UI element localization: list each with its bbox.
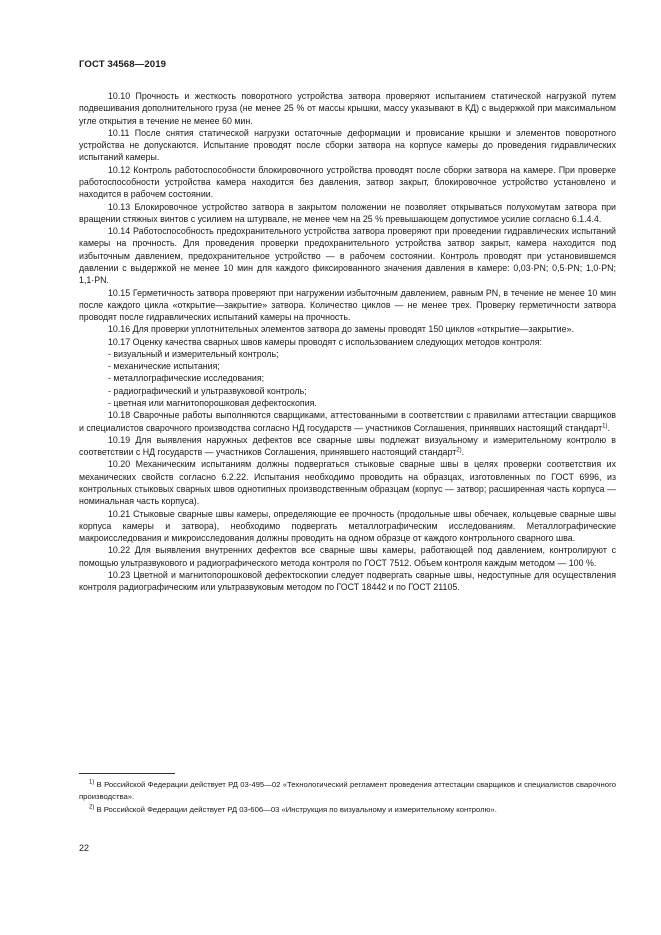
footnote-1 (79, 779, 616, 802)
list-item: - радиографический и ультразвуковой контроль; (79, 385, 616, 397)
clause-10-18-end: . (607, 422, 610, 433)
clause-10-20: 10.20 Механическим испытаниям должны подвергаться стыковые сварные швы в целях проверки соответствия их механических свойств согласно 6.2.22. Испытания необходимо проводить на образцах, изготовленных по ГОСТ 6996, из контрольных стыковых сварных швов однотипных производственным образцам (корпус — затвор; расширенная часть корпуса — номинальная часть корпуса). (79, 459, 616, 507)
clause-10-11: 10.11 После снятия статической нагрузки остаточные деформации и провисание крышки и элементов поворотного устройства не допускаются. Испытание проводят после сборки затвора на корпусе камеры до проведения гидравлических испытаний камеры. (79, 127, 616, 163)
clause-10-14: 10.14 Работоспособность предохранительного устройства затвора проверяют при проведении гидравлических испытаний камеры на прочность. Для проведения проверки предохранительного устройства затвор закрыт, камера находится под избыточным давлением, предохранительное устройство — в рабочем состоянии. Контроль проводят при установившемся давлении с выдержкой не менее 10 мин для каждого фиксированного значения давления в камере: 0,03·PN; 0,5·PN; 1,0·PN; 1,1·PN. (79, 226, 616, 286)
clause-10-15: 10.15 Герметичность затвора проверяют при нагружении избыточным давлением, равным PN, в течение не менее 10 мин после каждого цикла «открытие—закрытие» затвора. Количество циклов — не менее трех. Проверку герметичности затвора проводят после гидравлических испытаний камеры на прочность. (79, 287, 616, 323)
footnote-ref-2: 2) (456, 447, 462, 454)
clause-10-19-text: 10.19 Для выявления наружных дефектов все сварные швы подлежат визуальному и измерительному контролю в соответствии с НД государств — участников Соглашения, принявшего настоящий стандарт (79, 434, 616, 458)
document-header: ГОСТ 34568—2019 (79, 59, 167, 70)
footnotes (79, 779, 616, 818)
body-text (79, 90, 616, 594)
list-item: - металлографические исследования; (79, 372, 616, 384)
control-methods-list (79, 348, 616, 409)
clause-10-23: 10.23 Цветной и магнитопорошковой дефектоскопии следует подвергать сварные швы, недоступные для осуществления контроля радиографическим или ультразвуковым методом по ГОСТ 18442 и по ГОСТ 21105. (79, 569, 616, 593)
clause-10-17: 10.17 Оценку качества сварных швов камеры проводят с использованием следующих методов контроля: (108, 336, 542, 347)
footnote-text-1: В Российской Федерации действует РД 03-495—02 «Технологический регламент проведения аттестации сварщиков и специалистов сварочного производства». (79, 780, 616, 801)
footnote-mark-1: 1) (89, 779, 95, 786)
clause-10-18-text: 10.18 Сварочные работы выполняются сварщиками, аттестованными в соответствии с правилами аттестации сварщиков и специалистов сварочного производства согласно НД государств — участников Соглашения, принявших настоящий стандарт (79, 410, 616, 433)
footnote-mark-2: 2) (89, 804, 95, 811)
clause-10-12: 10.12 Контроль работоспособности блокировочного устройства проводят после сборки затвора на камере. При проверке работоспособности устройства камера находится без давления, затвор закрыт, блокировочное устройство установлено и находится в рабочем состоянии. (79, 164, 616, 200)
list-item: - цветная или магнитопорошковая дефектоскопия. (79, 397, 616, 409)
list-item: - механические испытания; (79, 360, 616, 372)
list-item: - визуальный и измерительный контроль; (79, 348, 616, 360)
clause-10-19-end: . (461, 447, 465, 458)
clause-10-19 (79, 434, 616, 459)
footnote-divider (79, 773, 175, 774)
page-number: 22 (79, 843, 90, 853)
clause-10-10: 10.10 Прочность и жесткость поворотного устройства затвора проверяют испытанием статической нагрузкой путем подвешивания дополнительного груза (не менее 25 % от массы крышки, массу указывают в КД) с выдержкой при максимальном угле открытия в течение не менее 60 мин. (79, 91, 616, 126)
footnote-2 (79, 804, 616, 816)
footnote-ref-1: 1) (602, 423, 608, 430)
clause-10-21: 10.21 Стыковые сварные швы камеры, определяющие ее прочность (продольные швы обечаек, кольцевые сварные швы корпуса камеры и затвора), необходимо подвергать металлографическим исследованиям. Металлографические макроисследования и микроисследования должны проводить на одном образце от каждого контрольного сварного шва. (79, 508, 616, 544)
clause-10-16: 10.16 Для проверки уплотнительных элементов затвора до замены проводят 150 циклов «открытие—закрытие». (108, 324, 574, 335)
footnote-text-2: В Российской Федерации действует РД 03-606—03 «Инструкция по визуальному и измерительному контролю». (94, 805, 497, 815)
clause-10-18 (79, 409, 616, 434)
clause-10-22: 10.22 Для выявления внутренних дефектов все сварные швы камеры, работающей под давлением, контролируют с помощью ультразвукового и радиографического метода контроля по ГОСТ 7512. Объем контроля каждым методом — 100 %. (79, 545, 616, 568)
clause-10-13: 10.13 Блокировочное устройство затвора в закрытом положении не позволяет открываться полухомутам затвора при вращении стяжных винтов с усилием на штурвале, не менее чем на 25 % превышающем допустимое усилие согласно 6.1.4.4. (79, 201, 616, 224)
